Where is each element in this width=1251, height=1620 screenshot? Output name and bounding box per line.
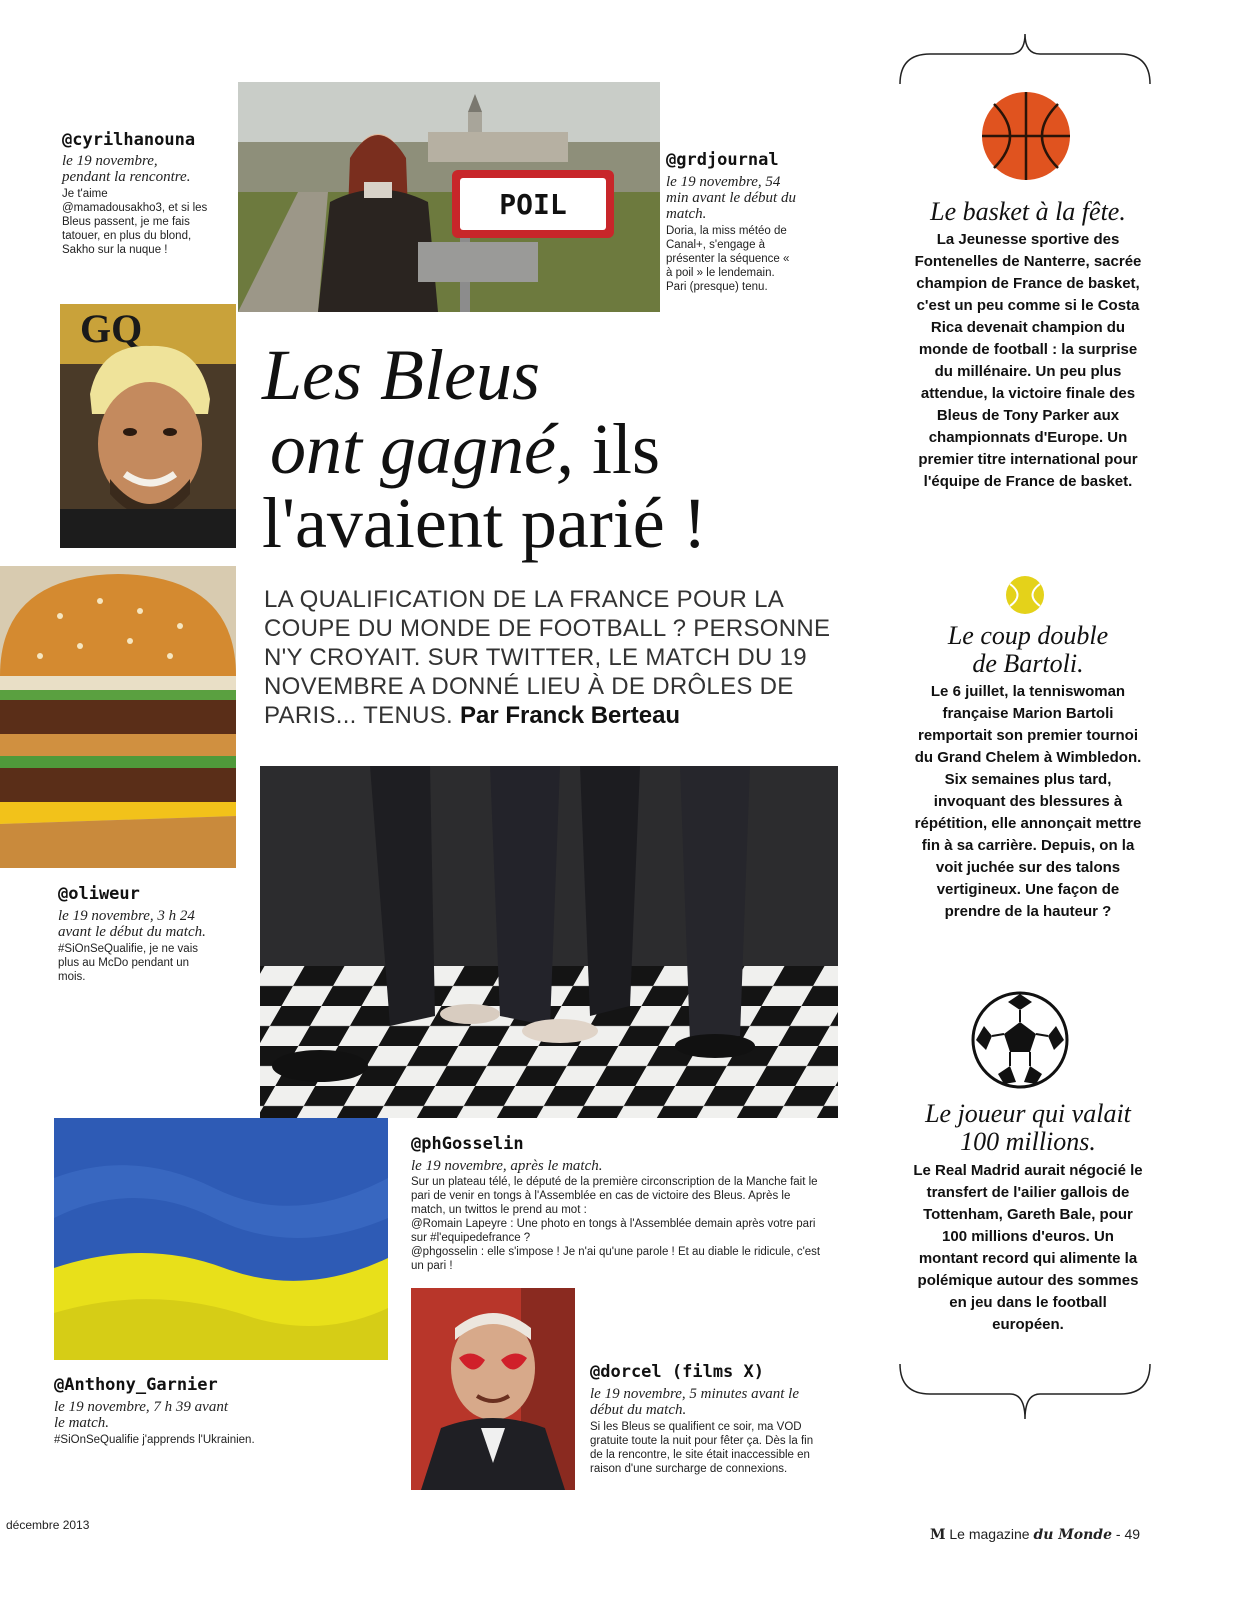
tennis-ball-icon: [1004, 574, 1046, 616]
tweet-date: le 19 novembre, 5 minutes avant le début du match.: [590, 1386, 799, 1418]
sign-text: POIL: [499, 188, 567, 221]
headline-line3: l'avaient parié !: [262, 483, 707, 563]
tweet-reply: @Romain Lapeyre : Une photo en tongs à l'Assemblée demain après votre pari sur #l'equipedefrance ?: [411, 1218, 816, 1244]
tweet-text: #SiOnSeQualifie j'apprends l'Ukrainien.: [54, 1434, 255, 1446]
photo-cyril-hanouna: [60, 304, 236, 548]
village-illustration: [238, 82, 660, 312]
tweet-anthony-garnier: [54, 1375, 374, 1447]
tweet-cyrilhanouna: [62, 130, 234, 257]
sidebar-text: La Jeunesse sportive des Fontenelles de Nanterre, sacrée champion de France de basket, c'est un peu comme si le Costa Rica devenait champion du monde de football : la surprise du millénaire. Un peu plus attendue, la victoire finale des Bleus de Tony Parker aux championnats d'Europe. Un premier titre international pour l'équipe de France de basket.: [914, 231, 1142, 490]
footer-brand: [930, 1526, 1140, 1543]
football-icon: [970, 990, 1070, 1090]
tweet-date: le 19 novembre, après le match.: [411, 1158, 603, 1174]
sidebar-bartoli: [912, 622, 1144, 923]
tweet-handle: @grdjournal: [666, 150, 779, 170]
tweet-reply: @phgosselin : elle s'impose ! Je n'ai qu'une parole ! Et au diable le ridicule, c'est un pari !: [411, 1246, 821, 1272]
sidebar-text: Le Real Madrid aurait négocié le transfert de l'ailier gallois de Tottenham, Gareth Bale, pour 100 millions d'euros. Un montant record qui alimente la polémique autour des sommes en jeu dans le football européen.: [913, 1162, 1143, 1333]
tweet-handle: @oliweur: [58, 884, 140, 904]
tweet-phgosselin: [411, 1134, 821, 1273]
svg-text:GQ: GQ: [80, 306, 143, 351]
brand-text: Le magazine: [949, 1526, 1030, 1542]
tweet-handle: @Anthony_Garnier: [54, 1375, 218, 1395]
tweet-text: #SiOnSeQualifie, je ne vais plus au McDo pendant un mois.: [58, 943, 198, 983]
photo-poil-sign: [238, 82, 660, 312]
tweet-date: le 19 novembre, pendant la rencontre.: [62, 153, 191, 185]
tweet-handle: @phGosselin: [411, 1134, 524, 1154]
tweet-text: Sur un plateau télé, le député de la première circonscription de la Manche fait le pari de venir en tongs à l'Assemblée en cas de victoire des Bleus. Après le match, un twittos le prend au mot :: [411, 1176, 818, 1216]
tweet-oliweur: [58, 884, 218, 984]
brand-logo-mark: M: [930, 1527, 946, 1543]
sidebar-title: Le joueur qui valait 100 millions.: [925, 1099, 1131, 1156]
portrait-illustration: [60, 304, 236, 548]
photo-flip-flops: [260, 766, 838, 1118]
headline-deck: [264, 585, 864, 730]
sidebar-text: Le 6 juillet, la tenniswoman française Marion Bartoli remportait son premier tournoi du Grand Chelem à Wimbledon. Six semaines plus tard, invoquant des blessures à répétition, elle annonçait mettre fin à sa carrière. Depuis, on la voit juchée sur des talons vertigineux. Une façon de prendre de la hauteur ?: [914, 683, 1142, 920]
brand-name: du Monde: [1033, 1527, 1113, 1543]
sidebar-basket: [912, 198, 1144, 493]
deck-text: LA QUALIFICATION DE LA FRANCE POUR LA COUPE DU MONDE DE FOOTBALL ? PERSONNE N'Y CROYAIT. SUR TWITTER, LE MATCH DU 19 NOVEMBRE A DONNÉ LIEU À DE DRÔLES DE PARIS... TENUS.: [264, 586, 831, 729]
basketball-icon: [980, 90, 1072, 182]
headline-line2: ont gagné, ils: [270, 409, 660, 489]
tweet-text: Je t'aime @mamadousakho3, et si les Bleus passent, je me fais tatouer, en plus du blond, Sakho sur la nuque !: [62, 188, 208, 256]
tweet-dorcel: [590, 1362, 822, 1476]
tweet-handle: @cyrilhanouna: [62, 130, 196, 150]
sidebar-title: Le basket à la fête.: [930, 197, 1126, 226]
sidebar-title: Le coup double de Bartoli.: [947, 621, 1109, 678]
tweet-date: le 19 novembre, 54 min avant le début du match.: [666, 174, 796, 222]
photo-dorcel: [411, 1288, 575, 1490]
page-number: - 49: [1115, 1526, 1141, 1542]
headline-line1: Les Bleus: [262, 335, 540, 415]
byline: Par Franck Berteau: [459, 702, 681, 729]
checkerboard-illustration: [260, 766, 838, 1118]
portrait-illustration: [411, 1288, 575, 1490]
sidebar-bale: [900, 1100, 1156, 1336]
tweet-grdjournal: [666, 150, 801, 294]
tweet-text: Si les Bleus se qualifient ce soir, ma VOD gratuite toute la nuit pour fêter ça. Dès la fin de la rencontre, le site était inaccessible en raison d'une surcharge de connexions.: [590, 1421, 814, 1475]
headline-block: [262, 335, 822, 563]
photo-burger: [0, 566, 236, 868]
tweet-date: le 19 novembre, 7 h 39 avant le match.: [54, 1399, 228, 1431]
burger-illustration: [0, 566, 236, 868]
footer-date: décembre 2013: [6, 1518, 90, 1532]
tweet-date: le 19 novembre, 3 h 24 avant le début du match.: [58, 908, 206, 940]
photo-ukraine-flag: [54, 1118, 388, 1360]
tweet-handle: @dorcel (films X): [590, 1362, 764, 1382]
flag-illustration: [54, 1118, 388, 1360]
tweet-text: Doria, la miss météo de Canal+, s'engage à présenter la séquence « à poil » le lendemain. Pari (presque) tenu.: [666, 225, 790, 293]
